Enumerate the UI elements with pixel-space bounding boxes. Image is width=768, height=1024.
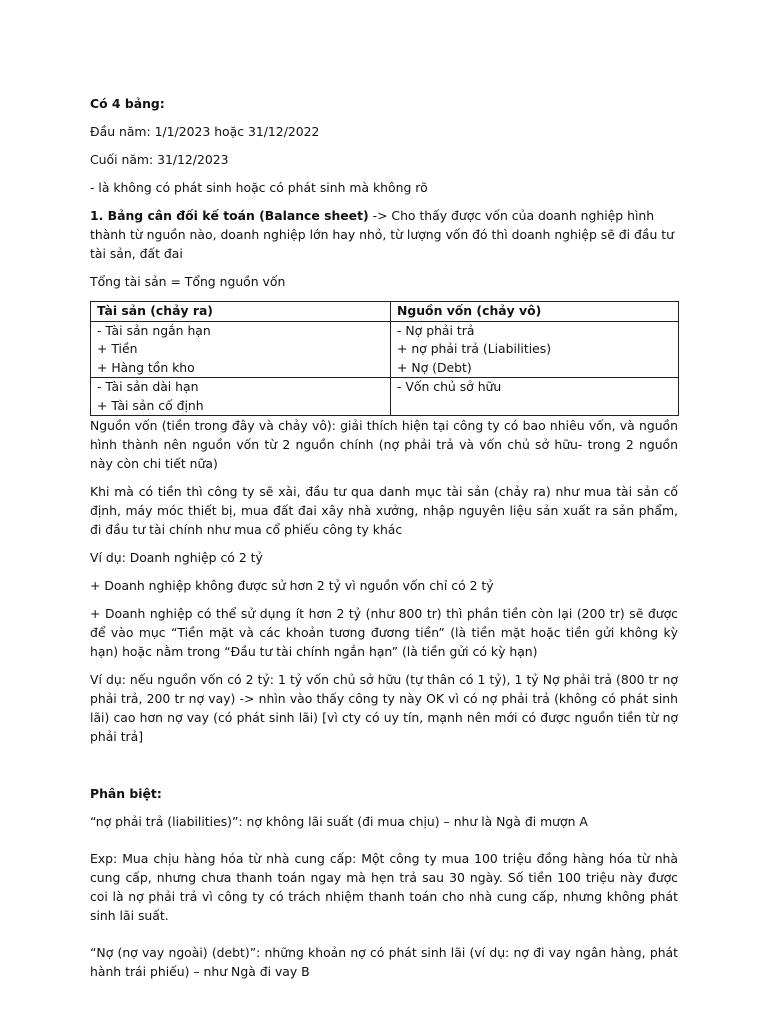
distinguish-heading: Phân biệt:	[90, 786, 162, 801]
section1-paragraph	[90, 206, 678, 263]
cell-line: - Tài sản ngắn hạn	[97, 322, 211, 338]
exp-paragraph: Exp: Mua chịu hàng hóa từ nhà cung cấp: Một công ty mua 100 triệu đồng hàng hóa từ nhà cung cấp, nhưng chưa thanh toán ngay mà hẹn trả sau 30 ngày. Số tiền 100 triệu này được coi là nợ phải trả vì công ty có trách nhiệm thanh toán cho nhà cung cấp, nhưng không phát sinh lãi suất.	[90, 851, 678, 923]
cell-liabilities	[391, 321, 679, 378]
cell-line: + Tiền	[97, 341, 138, 356]
dash-note: - là không có phát sinh hoặc có phát sinh mà không rõ	[90, 180, 428, 195]
header-capital: Nguồn vốn (chảy vô)	[391, 302, 679, 322]
example-2: Ví dụ: nếu nguồn vốn có 2 tỷ: 1 tỷ vốn chủ sở hữu (tự thân có 1 tỷ), 1 tỷ Nợ phải trả (800 tr nợ phải trả, 200 tr nợ vay) -> nhìn vào thấy công ty này OK vì có nợ phải trả (không có phát sinh lãi) cao hơn nợ vay (có phát sinh lãi) [vì cty có uy tín, mạnh nên mới có được nguồn tiền từ nợ phải trả]	[90, 672, 678, 744]
cell-line: + Nợ (Debt)	[397, 359, 472, 375]
cell-long-term-assets	[91, 378, 391, 416]
cell-line: - Vốn chủ sở hữu	[397, 379, 502, 394]
section1-title: 1. Bảng cân đối kế toán (Balance sheet)	[90, 208, 369, 223]
example-point-2: + Doanh nghiệp có thể sử dụng ít hơn 2 tỷ (như 800 tr) thì phần tiền còn lại (200 tr) sẽ được để vào mục “Tiền mặt và các khoản tương đương tiền” (là tiền mặt hoặc tiền gửi không kỳ hạn) hoặc nằm trong “Đầu tư tài chính ngắn hạn” (là tiền gửi có kỳ hạn)	[90, 606, 678, 659]
debt-definition: “Nợ (nợ vay ngoài) (debt)”: những khoản nợ có phát sinh lãi (ví dụ: nợ đi vay ngân hàng, phát hành trái phiếu) – như Ngà đi vay B	[90, 945, 678, 979]
section1-description: -> Cho thấy được vốn của doanh nghiệp hình thành từ nguồn nào, doanh nghiệp lớn hay nhỏ, từ lượng vốn đó thì doanh nghiệp sẽ đi đầu tư tài sản, đất đai	[90, 208, 674, 261]
heading: Có 4 bảng:	[90, 96, 165, 111]
cell-line: - Nợ phải trả	[397, 322, 475, 338]
equation-line: Tổng tài sản = Tổng nguồn vốn	[90, 274, 286, 289]
example-intro: Ví dụ: Doanh nghiệp có 2 tỷ	[90, 550, 263, 565]
cell-line: - Tài sản dài hạn	[97, 379, 199, 394]
cell-short-term-assets	[91, 321, 391, 378]
cell-line: + nợ phải trả (Liabilities)	[397, 341, 552, 356]
cell-line: + Tài sản cố định	[97, 397, 204, 413]
cell-equity	[391, 378, 679, 416]
end-year-line: Cuối năm: 31/12/2023	[90, 152, 229, 167]
example-point-1: + Doanh nghiệp không được sử hơn 2 tỷ vì nguồn vốn chỉ có 2 tỷ	[90, 578, 494, 593]
cell-line: + Hàng tồn kho	[97, 359, 195, 375]
header-assets: Tài sản (chảy ra)	[91, 302, 391, 322]
table-header-row	[91, 302, 679, 322]
liabilities-definition: “nợ phải trả (liabilities)”: nợ không lãi suất (đi mua chịu) – như là Ngà đi mượn A	[90, 814, 588, 829]
document-page	[90, 94, 678, 981]
table-row	[91, 321, 679, 378]
balance-sheet-table	[90, 301, 679, 416]
spending-paragraph: Khi mà có tiền thì công ty sẽ xài, đầu tư qua danh mục tài sản (chảy ra) như mua tài sản cố định, máy móc thiết bị, mua đất đai xây nhà xưởng, nhập nguyên liệu sản xuất ra sản phẩm, đi đầu tư tài chính như mua cổ phiếu công ty khác	[90, 484, 678, 537]
start-year-line: Đầu năm: 1/1/2023 hoặc 31/12/2022	[90, 124, 320, 139]
table-row	[91, 378, 679, 416]
capital-explanation: Nguồn vốn (tiền trong đây và chảy vô): giải thích hiện tại công ty có bao nhiêu vốn, và nguồn hình thành nên nguồn vốn từ 2 nguồn chính (nợ phải trả và vốn chủ sở hữu- trong 2 nguồn này còn chi tiết nữa)	[90, 418, 678, 471]
